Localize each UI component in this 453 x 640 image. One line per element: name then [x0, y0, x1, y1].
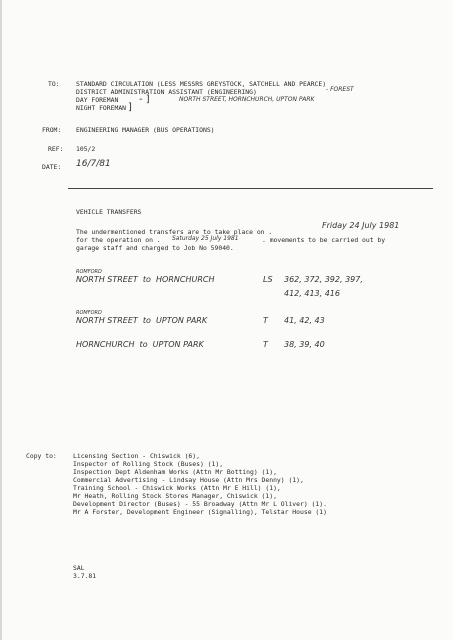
copy-line-4: Commercial Advertising - Lindsay House (Attn Mrs Denny) (1),	[73, 476, 304, 484]
transfer-1-route: NORTH STREET to HORNCHURCH	[76, 275, 215, 284]
transfer-3-type: T	[263, 340, 268, 349]
ref-value: 105/2	[76, 145, 96, 153]
para-line-2-handwritten-date: Saturday 25 July 1981	[172, 235, 239, 242]
para-line-3: garage staff and charged to Job No 59040.	[76, 244, 234, 252]
subject: VEHICLE TRANSFERS	[76, 208, 142, 216]
transfer-3-route: HORNCHURCH to UPTON PARK	[76, 340, 204, 349]
from-label: FROM:	[42, 126, 62, 134]
copy-line-7: Development Director (Buses) - 55 Broadway (Attn Mr L Oliver) (1).	[73, 500, 327, 508]
transfer-1-origin-note: ROMFORD	[76, 269, 102, 275]
date-label: DATE:	[42, 163, 62, 171]
initials: SAL	[73, 564, 85, 572]
copy-to-label: Copy to:	[26, 452, 57, 460]
to-line-2: DISTRICT ADMINISTRATION ASSISTANT (ENGINEERING)	[76, 88, 257, 96]
transfer-2-origin-note: ROMFORD	[76, 310, 102, 316]
transfer-1-numbers: 362, 372, 392, 397,	[284, 275, 363, 284]
para-line-2-start: for the operation on .	[76, 236, 161, 244]
transfer-2-route: NORTH STREET to UPTON PARK	[76, 316, 208, 325]
copy-line-2: Inspector of Rolling Stock (Buses) (1),	[73, 460, 224, 468]
to-line-3: DAY FOREMAN	[76, 96, 119, 104]
para-line-1: The undermentioned transfers are to take place on .	[76, 228, 273, 236]
to-line-2-handwritten: - FOREST	[326, 86, 354, 93]
to-label: TO:	[48, 80, 60, 88]
from-value: ENGINEERING MANAGER (BUS OPERATIONS)	[76, 126, 215, 134]
to-line-3-handwritten: NORTH STREET, HORNCHURCH, UPTON PARK	[179, 96, 315, 103]
transfer-1-numbers-cont: 412, 413, 416	[284, 289, 340, 298]
transfer-1-type: LS	[263, 275, 273, 284]
scan-edge	[0, 0, 2, 640]
initials-date: 3.7.81	[73, 572, 97, 580]
date-value: 16/7/81	[76, 159, 111, 169]
para-line-2-end: . movements to be carried out by	[262, 236, 386, 244]
copy-line-8: Mr A Forster, Development Engineer (Signalling), Telstar House (1)	[73, 508, 327, 516]
divider-rule	[68, 188, 433, 189]
copy-line-3: Inspection Dept Aldenham Works (Attn Mr Botting) (1),	[73, 468, 277, 476]
brace-mark: - ]	[139, 94, 150, 105]
copy-line-1: Licensing Section - Chiswick (6),	[73, 452, 200, 460]
transfer-2-numbers: 41, 42, 43	[284, 316, 325, 325]
to-line-4: NIGHT FOREMAN	[76, 104, 127, 112]
transfer-2-type: T	[263, 316, 268, 325]
para-line-1-handwritten-date: Friday 24 July 1981	[322, 221, 400, 230]
ref-label: REF:	[48, 145, 64, 153]
to-line-1: STANDARD CIRCULATION (LESS MESSRS GREYSTOCK, SATCHELL AND PEARCE)	[76, 80, 327, 88]
copy-line-6: Mr Heath, Rolling Stock Stores Manager, Chiswick (1),	[73, 492, 277, 500]
copy-line-5: Training School - Chiswick Works (Attn Mr E Hill) (1),	[73, 484, 281, 492]
brace-mark-2: ]	[128, 102, 132, 113]
transfer-3-numbers: 38, 39, 40	[284, 340, 325, 349]
